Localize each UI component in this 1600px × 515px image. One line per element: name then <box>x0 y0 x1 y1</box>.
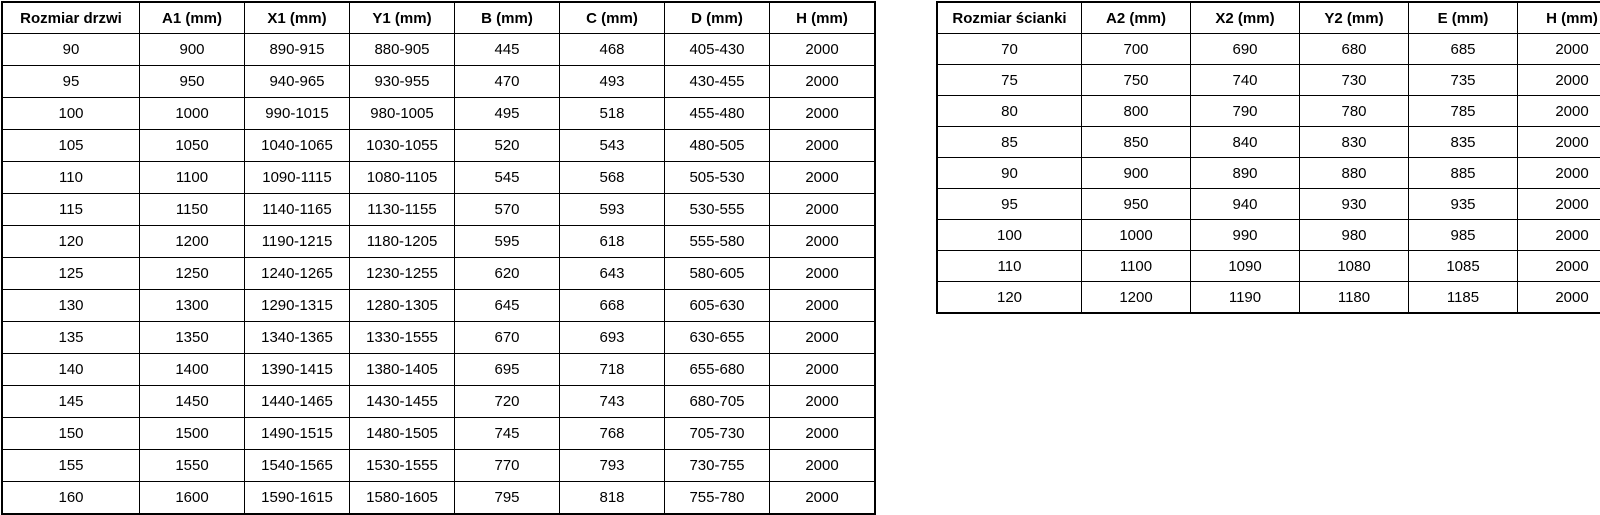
table-cell: 1140-1165 <box>245 194 350 226</box>
table-cell: 950 <box>140 66 245 98</box>
column-header: X2 (mm) <box>1191 2 1300 34</box>
table-cell: 2000 <box>1518 65 1600 96</box>
table-cell: 1580-1605 <box>350 482 455 515</box>
table-cell: 2000 <box>770 482 876 515</box>
table-cell: 1550 <box>140 450 245 482</box>
door-sizes-table <box>1 1 876 515</box>
table-cell: 850 <box>1082 127 1191 158</box>
table-cell: 2000 <box>1518 127 1600 158</box>
table-row <box>2 226 875 258</box>
table-cell: 140 <box>2 354 140 386</box>
table-cell: 2000 <box>770 354 876 386</box>
table-cell: 2000 <box>1518 34 1600 65</box>
table-cell: 1480-1505 <box>350 418 455 450</box>
table-cell: 755-780 <box>665 482 770 515</box>
table-cell: 545 <box>455 162 560 194</box>
table-cell: 680 <box>1300 34 1409 65</box>
table-row <box>2 194 875 226</box>
table-cell: 160 <box>2 482 140 515</box>
column-header: E (mm) <box>1409 2 1518 34</box>
table-cell: 618 <box>560 226 665 258</box>
table-row <box>937 251 1600 282</box>
table-cell: 80 <box>937 96 1082 127</box>
table-cell: 493 <box>560 66 665 98</box>
table-cell: 2000 <box>770 322 876 354</box>
table-cell: 605-630 <box>665 290 770 322</box>
column-header: A2 (mm) <box>1082 2 1191 34</box>
table-cell: 1590-1615 <box>245 482 350 515</box>
table-cell: 718 <box>560 354 665 386</box>
table-row <box>2 66 875 98</box>
table-cell: 990-1015 <box>245 98 350 130</box>
table-cell: 1000 <box>140 98 245 130</box>
column-header: Rozmiar drzwi <box>2 2 140 34</box>
table-cell: 700 <box>1082 34 1191 65</box>
table-cell: 2000 <box>770 66 876 98</box>
table-cell: 1540-1565 <box>245 450 350 482</box>
header-row <box>2 2 875 34</box>
table-cell: 1180 <box>1300 282 1409 314</box>
table-cell: 795 <box>455 482 560 515</box>
table-cell: 1400 <box>140 354 245 386</box>
header-row <box>937 2 1600 34</box>
table-cell: 2000 <box>1518 251 1600 282</box>
table-cell: 900 <box>1082 158 1191 189</box>
table-cell: 455-480 <box>665 98 770 130</box>
table-cell: 1040-1065 <box>245 130 350 162</box>
table-cell: 2000 <box>1518 282 1600 314</box>
table-cell: 85 <box>937 127 1082 158</box>
table-cell: 830 <box>1300 127 1409 158</box>
table-cell: 75 <box>937 65 1082 96</box>
table-cell: 705-730 <box>665 418 770 450</box>
table-cell: 543 <box>560 130 665 162</box>
table-row <box>937 220 1600 251</box>
table-row <box>2 130 875 162</box>
table-cell: 430-455 <box>665 66 770 98</box>
table-cell: 980-1005 <box>350 98 455 130</box>
table-cell: 668 <box>560 290 665 322</box>
table-cell: 1490-1515 <box>245 418 350 450</box>
table-cell: 985 <box>1409 220 1518 251</box>
table-cell: 2000 <box>770 258 876 290</box>
table-cell: 530-555 <box>665 194 770 226</box>
table-row <box>2 162 875 194</box>
table-cell: 900 <box>140 34 245 66</box>
table-cell: 1340-1365 <box>245 322 350 354</box>
table-cell: 518 <box>560 98 665 130</box>
table-cell: 880 <box>1300 158 1409 189</box>
column-header: D (mm) <box>665 2 770 34</box>
table-cell: 120 <box>2 226 140 258</box>
table-cell: 1430-1455 <box>350 386 455 418</box>
table-cell: 690 <box>1191 34 1300 65</box>
table-cell: 630-655 <box>665 322 770 354</box>
table-cell: 595 <box>455 226 560 258</box>
table-cell: 890 <box>1191 158 1300 189</box>
table-cell: 1530-1555 <box>350 450 455 482</box>
table-row <box>2 98 875 130</box>
table-cell: 2000 <box>770 290 876 322</box>
table-cell: 2000 <box>770 226 876 258</box>
table-cell: 1380-1405 <box>350 354 455 386</box>
table-cell: 2000 <box>770 98 876 130</box>
table-cell: 818 <box>560 482 665 515</box>
table-cell: 1230-1255 <box>350 258 455 290</box>
table-cell: 768 <box>560 418 665 450</box>
table-cell: 1440-1465 <box>245 386 350 418</box>
table-cell: 1130-1155 <box>350 194 455 226</box>
table-cell: 743 <box>560 386 665 418</box>
table-cell: 730-755 <box>665 450 770 482</box>
table-cell: 105 <box>2 130 140 162</box>
table-cell: 115 <box>2 194 140 226</box>
table-row <box>937 189 1600 220</box>
table-cell: 790 <box>1191 96 1300 127</box>
column-header: Rozmiar ścianki <box>937 2 1082 34</box>
table-cell: 95 <box>2 66 140 98</box>
table-cell: 2000 <box>770 34 876 66</box>
table-cell: 720 <box>455 386 560 418</box>
table-row <box>2 290 875 322</box>
table-row <box>937 65 1600 96</box>
table-cell: 940-965 <box>245 66 350 98</box>
table-cell: 90 <box>937 158 1082 189</box>
table-cell: 495 <box>455 98 560 130</box>
table-cell: 2000 <box>770 130 876 162</box>
table-cell: 580-605 <box>665 258 770 290</box>
table-row <box>2 450 875 482</box>
table-cell: 1080 <box>1300 251 1409 282</box>
table-cell: 125 <box>2 258 140 290</box>
table-cell: 1450 <box>140 386 245 418</box>
table-cell: 1050 <box>140 130 245 162</box>
table-cell: 950 <box>1082 189 1191 220</box>
table-cell: 470 <box>455 66 560 98</box>
table-cell: 1085 <box>1409 251 1518 282</box>
table-cell: 620 <box>455 258 560 290</box>
table-cell: 130 <box>2 290 140 322</box>
table-row <box>937 282 1600 314</box>
table-cell: 520 <box>455 130 560 162</box>
table-cell: 1090-1115 <box>245 162 350 194</box>
table-cell: 735 <box>1409 65 1518 96</box>
table-cell: 800 <box>1082 96 1191 127</box>
table-row <box>2 482 875 515</box>
table-cell: 110 <box>937 251 1082 282</box>
table-cell: 2000 <box>770 386 876 418</box>
table-cell: 2000 <box>770 162 876 194</box>
table-cell: 1500 <box>140 418 245 450</box>
table-cell: 1300 <box>140 290 245 322</box>
table-cell: 570 <box>455 194 560 226</box>
table-cell: 1080-1105 <box>350 162 455 194</box>
table-cell: 980 <box>1300 220 1409 251</box>
table-cell: 1090 <box>1191 251 1300 282</box>
table-cell: 505-530 <box>665 162 770 194</box>
table-cell: 145 <box>2 386 140 418</box>
table-cell: 685 <box>1409 34 1518 65</box>
table-row <box>2 322 875 354</box>
table-cell: 1000 <box>1082 220 1191 251</box>
table-cell: 135 <box>2 322 140 354</box>
table-cell: 1100 <box>1082 251 1191 282</box>
table-cell: 885 <box>1409 158 1518 189</box>
table-cell: 2000 <box>1518 96 1600 127</box>
table-cell: 1240-1265 <box>245 258 350 290</box>
table-row <box>2 258 875 290</box>
table-cell: 930-955 <box>350 66 455 98</box>
table-cell: 645 <box>455 290 560 322</box>
table-cell: 2000 <box>770 450 876 482</box>
table-cell: 695 <box>455 354 560 386</box>
table-cell: 780 <box>1300 96 1409 127</box>
column-header: C (mm) <box>560 2 665 34</box>
table-cell: 1185 <box>1409 282 1518 314</box>
table-row <box>2 386 875 418</box>
table-row <box>937 96 1600 127</box>
table-cell: 940 <box>1191 189 1300 220</box>
table-cell: 1190 <box>1191 282 1300 314</box>
table-cell: 155 <box>2 450 140 482</box>
table-cell: 693 <box>560 322 665 354</box>
column-header: Y1 (mm) <box>350 2 455 34</box>
table-cell: 568 <box>560 162 665 194</box>
table-cell: 2000 <box>1518 189 1600 220</box>
table-cell: 770 <box>455 450 560 482</box>
table-cell: 745 <box>455 418 560 450</box>
table-cell: 655-680 <box>665 354 770 386</box>
table-cell: 445 <box>455 34 560 66</box>
table-cell: 480-505 <box>665 130 770 162</box>
table-cell: 1330-1555 <box>350 322 455 354</box>
table-cell: 785 <box>1409 96 1518 127</box>
table-cell: 890-915 <box>245 34 350 66</box>
column-header: X1 (mm) <box>245 2 350 34</box>
table-cell: 405-430 <box>665 34 770 66</box>
table-cell: 150 <box>2 418 140 450</box>
table-row <box>937 158 1600 189</box>
table-cell: 880-905 <box>350 34 455 66</box>
table-cell: 555-580 <box>665 226 770 258</box>
table-cell: 120 <box>937 282 1082 314</box>
column-header: Y2 (mm) <box>1300 2 1409 34</box>
table-cell: 90 <box>2 34 140 66</box>
table-cell: 2000 <box>770 418 876 450</box>
table-cell: 1290-1315 <box>245 290 350 322</box>
table-cell: 2000 <box>770 194 876 226</box>
table-cell: 680-705 <box>665 386 770 418</box>
column-header: H (mm) <box>770 2 876 34</box>
table-cell: 2000 <box>1518 158 1600 189</box>
table-cell: 1180-1205 <box>350 226 455 258</box>
table-cell: 1280-1305 <box>350 290 455 322</box>
table-row <box>2 34 875 66</box>
table-cell: 1600 <box>140 482 245 515</box>
wall-panel-sizes-table <box>936 1 1600 314</box>
table-cell: 1390-1415 <box>245 354 350 386</box>
table-cell: 750 <box>1082 65 1191 96</box>
table-cell: 468 <box>560 34 665 66</box>
table-cell: 990 <box>1191 220 1300 251</box>
table-cell: 793 <box>560 450 665 482</box>
table-cell: 935 <box>1409 189 1518 220</box>
table-cell: 1190-1215 <box>245 226 350 258</box>
table-cell: 70 <box>937 34 1082 65</box>
table-cell: 100 <box>2 98 140 130</box>
table-cell: 740 <box>1191 65 1300 96</box>
table-cell: 1030-1055 <box>350 130 455 162</box>
column-header: A1 (mm) <box>140 2 245 34</box>
table-cell: 730 <box>1300 65 1409 96</box>
table-cell: 1200 <box>140 226 245 258</box>
table-cell: 835 <box>1409 127 1518 158</box>
table-cell: 95 <box>937 189 1082 220</box>
column-header: H (mm) <box>1518 2 1600 34</box>
table-cell: 1250 <box>140 258 245 290</box>
table-row <box>937 34 1600 65</box>
table-cell: 2000 <box>1518 220 1600 251</box>
table-cell: 1200 <box>1082 282 1191 314</box>
table-cell: 110 <box>2 162 140 194</box>
table-row <box>2 354 875 386</box>
table-cell: 840 <box>1191 127 1300 158</box>
table-row <box>2 418 875 450</box>
table-cell: 100 <box>937 220 1082 251</box>
table-row <box>937 127 1600 158</box>
column-header: B (mm) <box>455 2 560 34</box>
table-cell: 1150 <box>140 194 245 226</box>
table-cell: 1350 <box>140 322 245 354</box>
table-cell: 593 <box>560 194 665 226</box>
table-cell: 930 <box>1300 189 1409 220</box>
table-cell: 643 <box>560 258 665 290</box>
table-cell: 670 <box>455 322 560 354</box>
table-cell: 1100 <box>140 162 245 194</box>
